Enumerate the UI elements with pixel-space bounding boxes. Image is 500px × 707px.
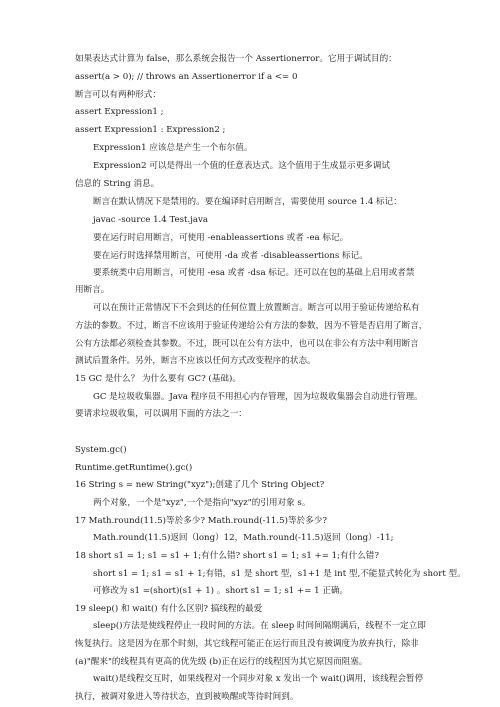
- text-line: 16 String s = new String("xyz");创建了几个 String Object?: [75, 480, 325, 490]
- text-line: 公有方法都必须检查其参数。不过，既可以在公有方法中，也可以在非公有方法中利用断言: [75, 339, 419, 349]
- text-line: Runtime.getRuntime().gc(): [75, 463, 193, 473]
- text-line: sleep()方法是使线程停止一段时间的方法。在 sleep 时间间隔期满后，线程不一定立即: [93, 621, 426, 631]
- text-line: 17 Math.round(11.5)等於多少? Math.round(-11.5)等於多少?: [75, 516, 327, 526]
- text-line: assert(a > 0); // throws an Assertionerror if a <= 0: [75, 72, 298, 82]
- text-line: Expression1 应该总是产生一个布尔值。: [93, 143, 253, 153]
- text-line: Expression2 可以是得出一个值的任意表达式。这个值用于生成显示更多调试: [93, 161, 390, 171]
- text-line: Math.round(11.5)返回（long）12，Math.round(-11.5)返回（long）-11;: [93, 533, 394, 543]
- text-line: 断言可以有两种形式：: [75, 90, 161, 100]
- text-line: 恢复执行。这是因为在那个时刻，其它线程可能正在运行而且没有被调度为放弃执行，除非: [75, 639, 419, 649]
- text-line: 15 GC 是什么？ 为什么要有 GC? (基础)。: [75, 374, 241, 384]
- text-line: 要系统类中启用断言，可使用 -esa 或者 -dsa 标记。还可以在包的基础上启用或者禁: [93, 268, 415, 278]
- text-line: 方法的参数。不过，断言不应该用于验证传递给公有方法的参数，因为不管是否启用了断言，: [75, 321, 428, 331]
- text-line: assert Expression1 ;: [75, 107, 164, 117]
- text-line: 要在运行时选择禁用断言，可使用 -da 或者 -disableassertions 标记。: [93, 251, 368, 261]
- text-line: assert Expression1 : Expression2 ;: [75, 125, 226, 135]
- text-line: javac -source 1.4 Test.java: [93, 215, 208, 225]
- text-line: 18 short s1 = 1; s1 = s1 + 1;有什么错? short s1 = 1; s1 += 1;有什么错?: [75, 551, 380, 561]
- text-line: 可修改为 s1 =(short)(s1 + 1) 。short s1 = 1; s1 += 1 正确。: [93, 586, 349, 596]
- text-line: (a)"醒来"的线程具有更高的优先级 (b)正在运行的线程因为其它原因而阻塞。: [75, 657, 368, 667]
- text-line: 如果表达式计算为 false，那么系统会报告一个 Assertionerror。它用于调试目的：: [75, 54, 397, 64]
- text-line: 两个对象，一个是"xyz",一个是指向"xyz"的引用对象 s。: [93, 498, 311, 508]
- text-line: wait()是线程交互时，如果线程对一个同步对象 x 发出一个 wait()调用，该线程会暂停: [93, 674, 424, 684]
- text-line: 19 sleep() 和 wait() 有什么区别? 搞线程的最爱: [75, 604, 263, 614]
- text-line: 执行，被调对象进入等待状态，直到被唤醒或等待时间到。: [75, 692, 299, 702]
- text-line: GC 是垃圾收集器。Java 程序员不用担心内存管理，因为垃圾收集器会自动进行管理。: [93, 392, 423, 402]
- text-line: 要在运行时启用断言，可使用 -enableassertions 或者 -ea 标记。: [93, 233, 349, 243]
- text-line: 用断言。: [75, 285, 110, 295]
- text-line: 可以在预计正常情况下不会到达的任何位置上放置断言。断言可以用于验证传递给私有: [93, 303, 420, 313]
- text-line: short s1 = 1; s1 = s1 + 1;有错，s1 是 short 型，s1+1 是 int 型,不能显式转化为 short 型。: [93, 569, 466, 579]
- text-line: System.gc(): [75, 445, 127, 455]
- text-line: 断言在默认情况下是禁用的。要在编译时启用断言，需要使用 source 1.4 标记：: [93, 197, 402, 207]
- text-line: 要请求垃圾收集，可以调用下面的方法之一：: [75, 409, 247, 419]
- text-line: 信息的 String 消息。: [75, 179, 160, 189]
- text-line: 测试后置条件。另外，断言不应该以任何方式改变程序的状态。: [75, 356, 316, 366]
